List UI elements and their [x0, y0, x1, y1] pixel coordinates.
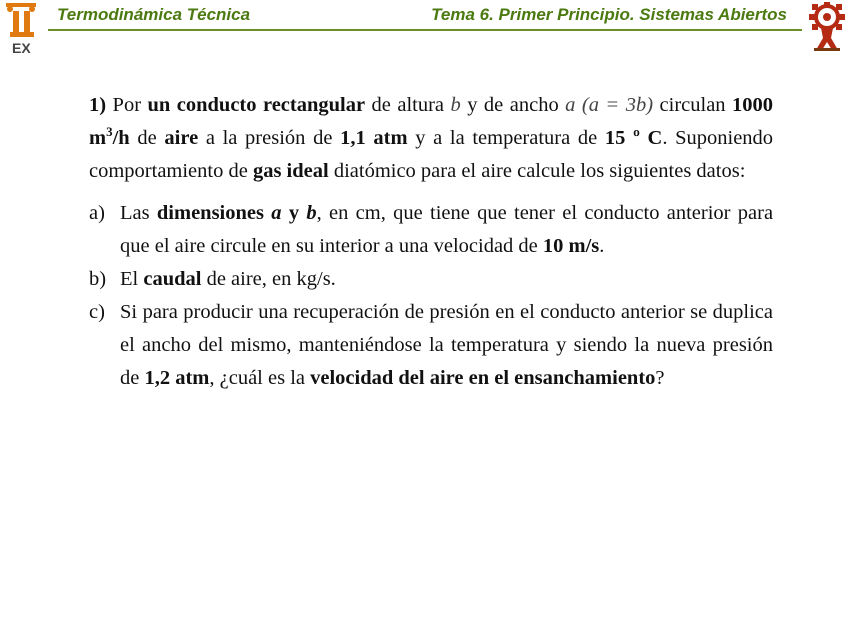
- pressure-value: 1,1 atm: [340, 127, 408, 149]
- item-text: ?: [655, 367, 665, 389]
- list-item: [89, 296, 773, 395]
- university-logo-icon: [4, 2, 40, 56]
- statement-text: de: [137, 127, 157, 149]
- statement-text: circulan: [659, 94, 726, 116]
- item-bold: velocidad del aire en el ensanchamiento: [310, 367, 656, 389]
- gear-man-logo-icon: [808, 2, 846, 52]
- problem-statement: [89, 89, 773, 188]
- item-marker: b): [89, 268, 107, 290]
- variable-a: a: [271, 202, 282, 224]
- svg-text:EX: EX: [12, 40, 31, 56]
- topic-title: Tema 6. Primer Principio. Sistemas Abiertos: [431, 5, 787, 24]
- statement-text: a la presión de: [205, 127, 333, 149]
- pressure-value: 1,2 atm: [144, 367, 210, 389]
- question-list: [89, 197, 773, 395]
- item-text: , ¿cuál es la: [209, 367, 306, 389]
- list-item: [89, 263, 773, 296]
- statement-text: Por: [112, 94, 142, 116]
- item-text: .: [599, 235, 605, 257]
- item-text: Si para producir una recuperación de presión en el conducto anterior se duplica el ancho del mismo, manteniéndose la temperatura y siendo la nueva presión de: [120, 301, 773, 389]
- statement-text: . Suponiendo comportamiento de: [89, 127, 774, 182]
- statement-bold: un conducto rectangular: [147, 94, 366, 116]
- statement-text: y de ancho: [467, 94, 559, 116]
- statement-text: y a la temperatura de: [415, 127, 598, 149]
- variable-a: a: [565, 94, 576, 116]
- flow-rate: 1000 $m^3/h$: [89, 94, 774, 149]
- item-bold: y: [288, 202, 300, 224]
- problem-number: 1): [89, 94, 107, 116]
- statement-bold: gas ideal: [252, 160, 329, 182]
- list-item: [89, 197, 773, 263]
- item-bold: caudal: [143, 268, 202, 290]
- problem-content: [89, 89, 773, 395]
- item-text: El: [120, 268, 139, 290]
- variable-b: b: [306, 202, 317, 224]
- slide-header: [0, 0, 848, 58]
- item-text: , en cm, que tiene que tener el conducto anterior para que el aire circule en su interior a una velocidad de: [120, 202, 774, 257]
- velocity-value: 10 m/s: [542, 235, 600, 257]
- course-title: Termodinámica Técnica: [57, 5, 251, 24]
- relation-a-3b: (a = 3b): [581, 94, 654, 116]
- item-text: de aire, en kg/s.: [206, 268, 336, 290]
- variable-b: b: [450, 94, 461, 116]
- statement-text: diatómico para el aire calcule los siguientes datos:: [333, 160, 746, 182]
- item-bold: dimensiones: [156, 202, 264, 224]
- header-divider: [48, 29, 802, 31]
- temperature-value: 15 º C: [604, 127, 663, 149]
- item-text: Las: [120, 202, 150, 224]
- item-marker: a): [89, 202, 105, 224]
- statement-bold: aire: [164, 127, 199, 149]
- statement-text: de altura: [371, 94, 445, 116]
- item-marker: c): [89, 301, 105, 323]
